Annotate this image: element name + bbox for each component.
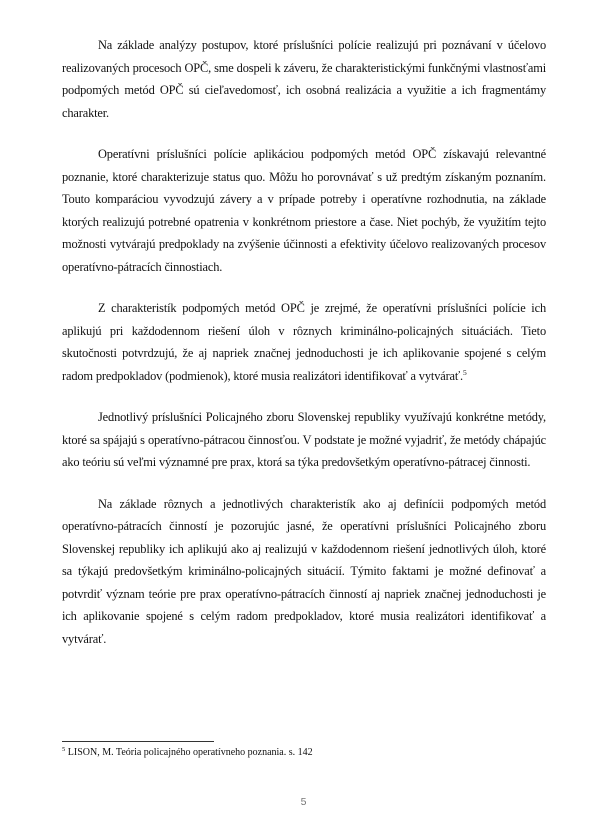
paragraph-4: Jednotlivý príslušníci Policajného zboru Slovenskej republiky využívajú konkrétne metódy, ktoré sa spájajú s operatívno-pátracou činnosťou. V podstate je možné vyjadriť, že metódy chápajúc ako teóriu sú veľmi významné pre prax, ktorá sa týka predovšetkým operatívno-pátracej činnosti. — [62, 410, 546, 469]
footnote-text: LISON, M. Teória policajného operatívneho poznania. s. 142 — [67, 747, 313, 758]
body-text — [62, 34, 546, 650]
page-number: 5 — [300, 796, 307, 808]
paragraph-1: Na základe analýzy postupov, ktoré príslušníci polície realizujú pri poznávaní v účelovo realizovaných procesoch OPČ, sme dospeli k záveru, že charakteristickými funkčnými vlastnosťami podpomých metód OPČ sú cieľavedomosť, ich osobná realizácia a využitie a ich fragmentámy charakter. — [62, 38, 546, 120]
footnote-marker: 5 — [62, 746, 66, 753]
footnote-separator — [62, 741, 214, 742]
paragraph-3-text: Z charakteristík podpomých metód OPČ je zrejmé, že operatívni príslušníci polície ich aplikujú pri každodennom riešení úloh v rôznych kriminálno-policajných situáciách. Tieto skutočnosti potvrdzujú, že aj napriek značnej jednoduchosti je ich aplikovanie spojené s celým radom predpokladov (podmienok), ktoré musia realizátori identifikovať a vytvárať. — [62, 301, 546, 383]
footnote-reference[interactable]: 5 — [463, 367, 467, 377]
paragraph-5: Na základe rôznych a jednotlivých charakteristík ako aj definícii podpomých metód operatívno-pátracích činností je pozorujúc jasné, že operatívni príslušníci Policajného zboru Slovenskej republiky ich aplikujú ako aj realizujú v každodennom riešení jednotlivých úloh, ktoré sa týkajú predovšetkým kriminálno-policajných situácií. Týmito faktami je možné definovať a potvrdiť význam teórie pre prax operatívno-pátracích činností aj napriek značnej jednoduchosti je ich aplikovanie spojené s celým radom predpokladov, ktoré musia realizátori identifikovať a vytvárať. — [62, 496, 546, 646]
paragraph-3 — [62, 297, 546, 387]
paragraph-2: Operatívni príslušníci polície aplikáciou podpomých metód OPČ získavajú relevantné poznanie, ktoré charakterizuje status quo. Môžu ho porovnávať s už predtým získaným poznaním. Touto komparáciou vyvodzujú závery a v prípade potreby i operatívne rozhodnutia, na základe ktorých realizujú potrebné opatrenia v konkrétnom priestore a čase. Niet pochýb, že využitím tejto možnosti vytvárajú predpoklady na zvýšenie účinnosti a efektivity účelovo realizovaných procesov operatívno-pátracích činnostiach. — [62, 147, 546, 274]
footnote — [62, 746, 542, 759]
